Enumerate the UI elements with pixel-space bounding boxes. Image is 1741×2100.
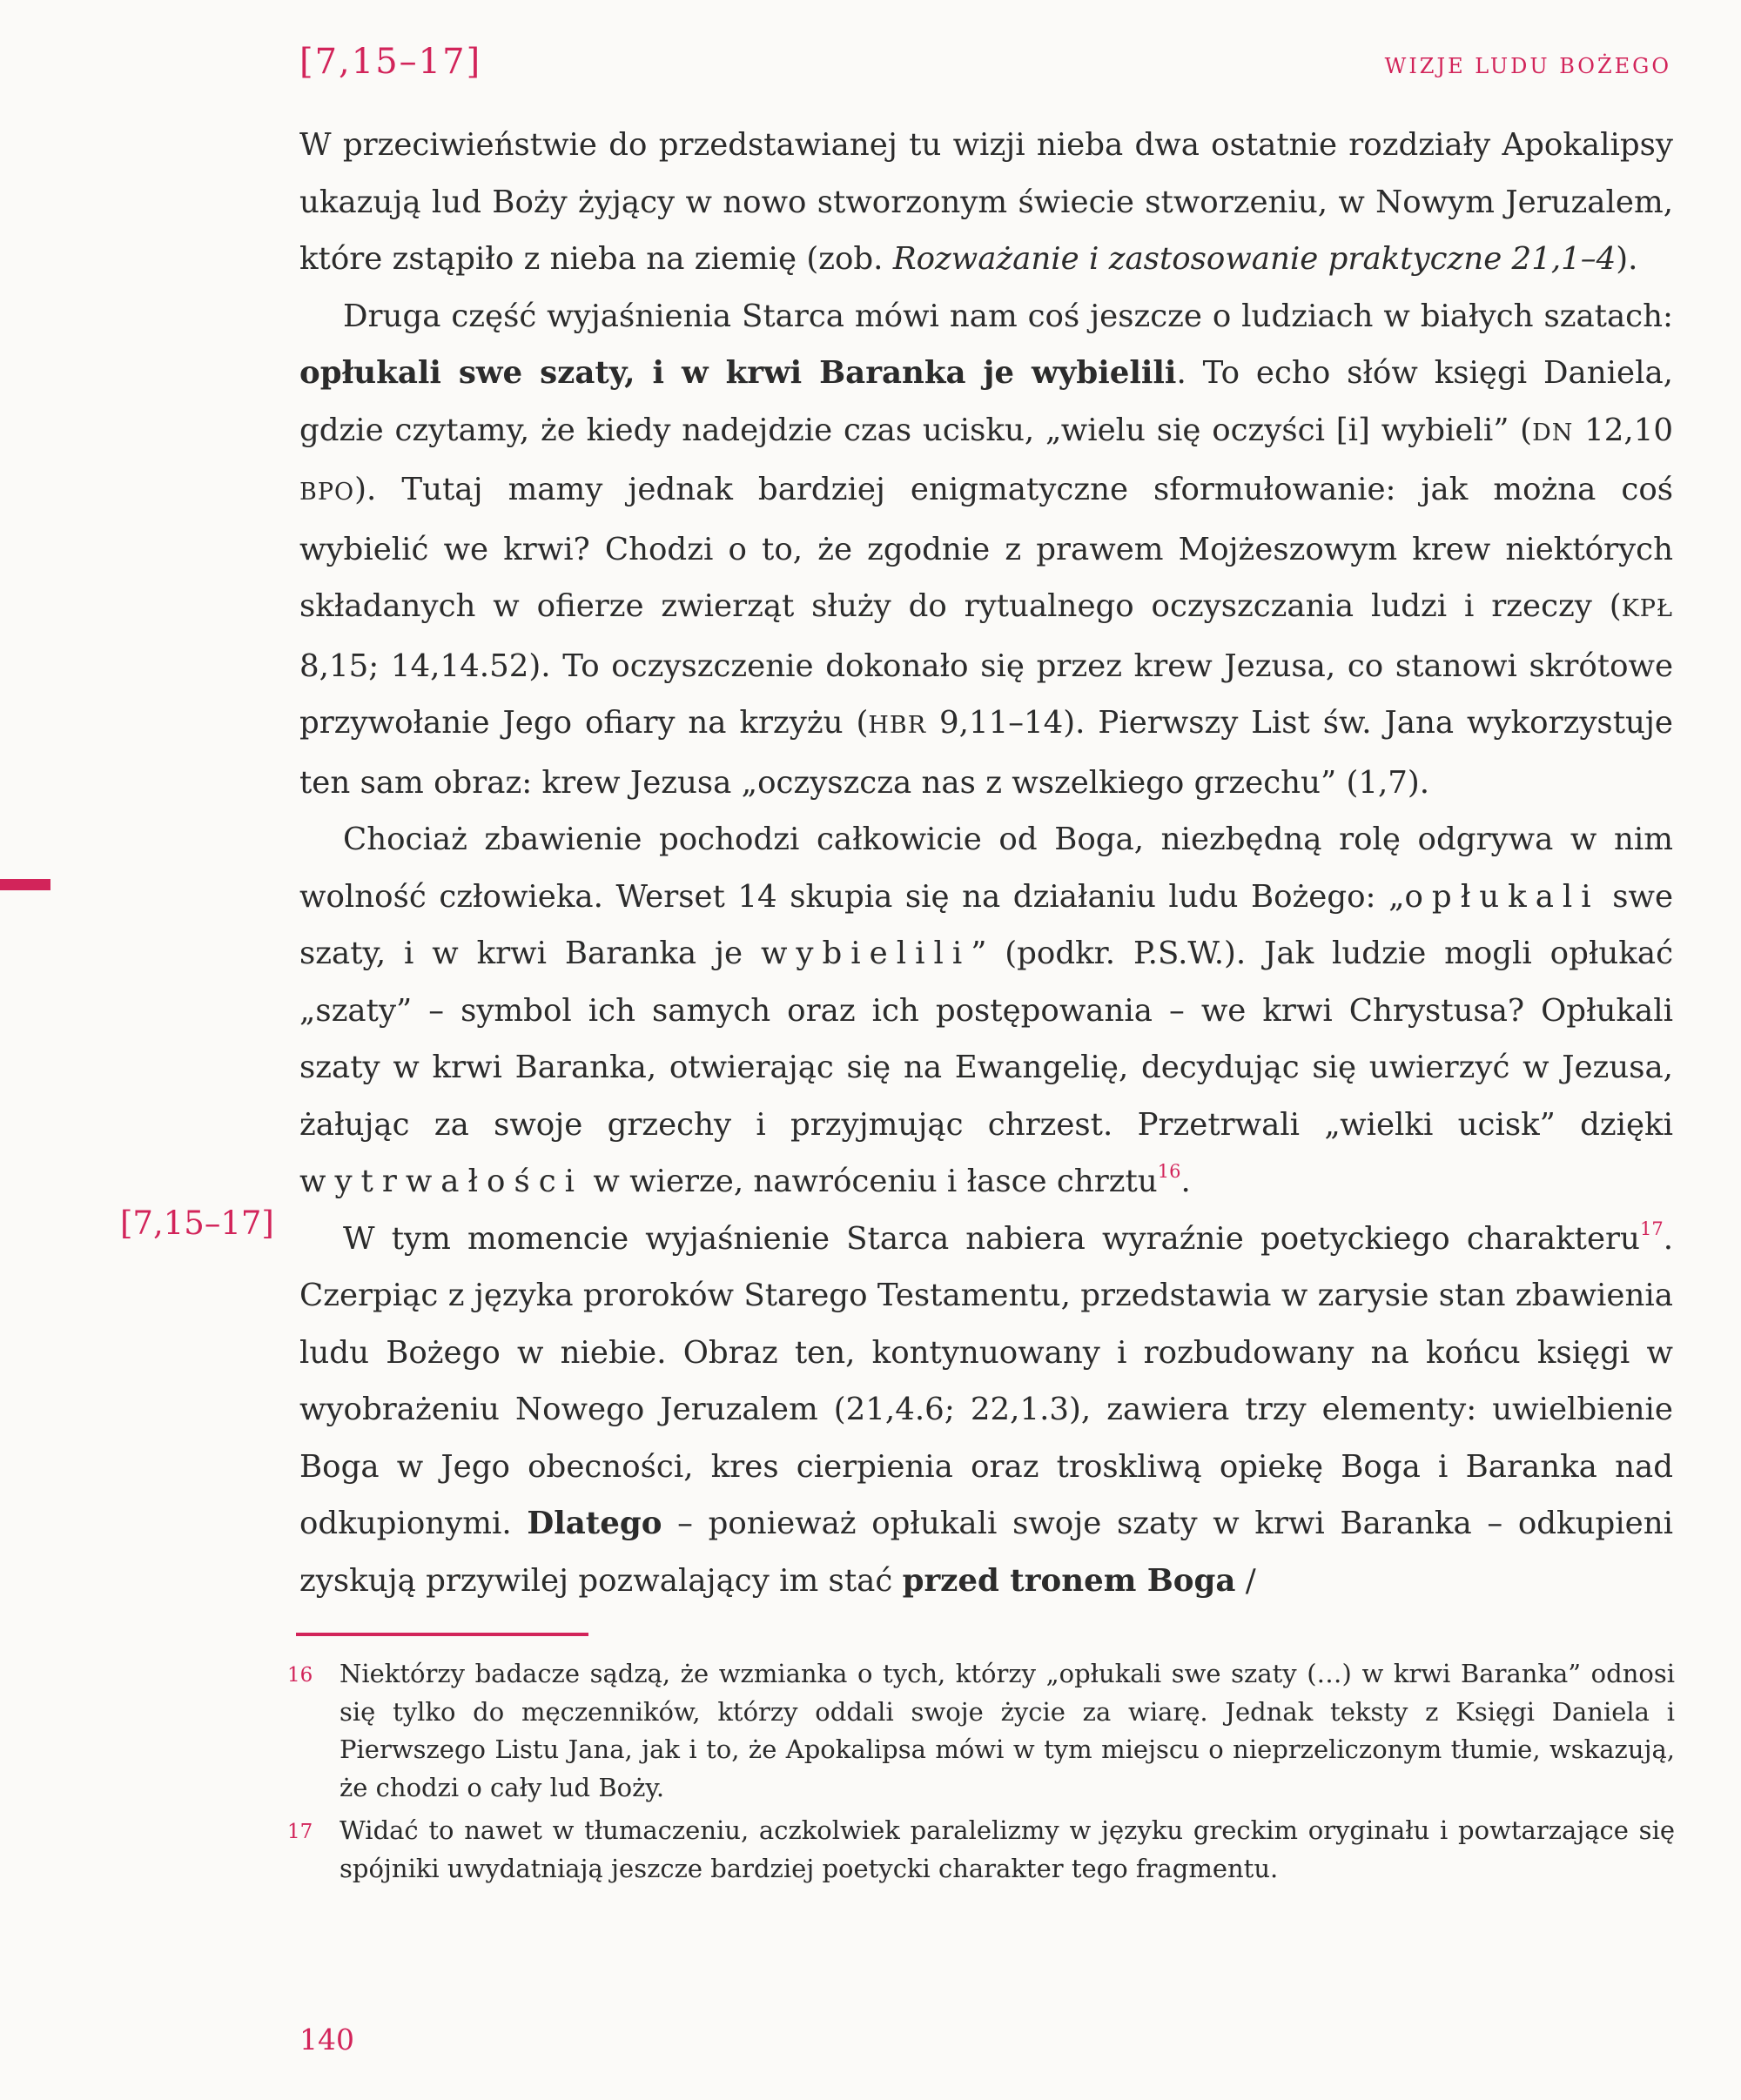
footnote-marker-16[interactable]: 16 xyxy=(1157,1161,1181,1182)
footnote-marker-17[interactable]: 17 xyxy=(1639,1218,1664,1239)
chapter-verse-reference: [7,15–17] xyxy=(299,42,482,82)
text-run: ). Tutaj mamy jednak bardziej enigmatyczne sformułowanie: jak można coś wybielić we krwi? Chodzi o to, że zgodnie z prawem Mojżeszowym krew niektórych składanych w ofierze zwierząt służy do rytualnego oczyszczania ludzi i rzeczy ( xyxy=(299,472,1673,624)
spaced-emphasis: wybielili xyxy=(760,936,971,971)
book-abbreviation: HBR xyxy=(868,712,927,739)
book-abbreviation: KPŁ xyxy=(1621,595,1673,622)
paragraph-3 xyxy=(299,811,1673,1211)
footnote-16 xyxy=(287,1655,1675,1807)
spaced-emphasis: wytrwałości xyxy=(299,1164,584,1199)
bold-quote: Dlatego xyxy=(527,1506,662,1541)
spaced-emphasis: opłukali xyxy=(1404,878,1600,915)
book-abbreviation: DN xyxy=(1532,419,1574,446)
text-run: / xyxy=(1235,1562,1256,1599)
bold-quote: opłukali swe szaty, i w krwi Baranka je wybielili xyxy=(299,355,1177,391)
margin-verse-reference: [7,15–17] xyxy=(120,1204,274,1242)
bold-quote: przed tronem Boga xyxy=(902,1562,1236,1599)
text-run: . xyxy=(1180,1164,1191,1199)
footnote-separator xyxy=(296,1633,588,1636)
page-number: 140 xyxy=(299,2023,354,2056)
text-run: ” (podkr. P.S.W.). Jak ludzie mogli opłukać „szaty” – symbol ich samych oraz ich postępowania – we krwi Chrystusa? Opłukali szaty w krwi Baranka, otwierając się na Ewangelię, decydując się uwierzyć w Jezusa, żałując za swoje grzechy i przyjmując chrzest. Przetrwali „wielki ucisk” dzięki xyxy=(299,936,1673,1143)
paragraph-4 xyxy=(299,1211,1673,1610)
paragraph-2 xyxy=(299,288,1673,812)
text-run: . Czerpiąc z języka proroków Starego Testamentu, przedstawia w zarysie stan zbawienia ludu Bożego w niebie. Obraz ten, kontynuowany i rozbudowany na końcu księgi w wyobrażeniu Nowego Jeruzalem (21,4.6; 22,1.3), zawiera trzy elementy: uwielbienie Boga w Jego obecności, kres cierpienia oraz troskliwą opiekę Boga i Baranka nad odkupionymi. xyxy=(299,1220,1673,1541)
text-run: 8,15; 14,14.52). To oczyszczenie dokonało się przez krew Jezusa, co stanowi skrótowe przywołanie Jego ofiary na krzyżu ( xyxy=(299,647,1673,741)
footnote-text: Niektórzy badacze sądzą, że wzmianka o tych, którzy „opłukali swe szaty (…) w krwi Baranka” odnosi się tylko do męczenników, którzy oddali swoje życie za wiarę. Jednak teksty z Księgi Daniela i Pierwszego Listu Jana, jak i to, że Apokalipsa mówi w tym miejscu o nieprzeliczonym tłumie, wskazują, że chodzi o cały lud Boży. xyxy=(339,1659,1675,1802)
italic-reference: Rozważanie i zastosowanie praktyczne 21,1–4 xyxy=(892,241,1617,277)
book-abbreviation: BPO xyxy=(299,479,355,506)
text-run: Chociaż zbawienie pochodzi całkowicie od Boga, niezbędną rolę odgrywa w nim wolność człowieka. Werset 14 skupia się na działaniu ludu Bożego: „ xyxy=(299,822,1673,915)
running-head: WIZJE LUDU BOŻEGO xyxy=(1384,54,1671,78)
text-run: W przeciwieństwie do przedstawianej tu wizji nieba dwa ostatnie rozdziały Apokalipsy ukazują lud Boży żyjący w nowo stworzonym świecie stworzeniu, w Nowym Jeruzalem, które zstąpiło z nieba na ziemię (zob. xyxy=(299,127,1673,277)
text-run: 9,11–14). Pierwszy List św. Jana wykorzystuje ten sam obraz: krew Jezusa „oczyszcza nas z wszelkiego grzechu” (1,7). xyxy=(299,705,1673,801)
footnote-text: Widać to nawet w tłumaczeniu, aczkolwiek paralelizmy w języku greckim oryginału i powtarzające się spójniki uwydatniają jeszcze bardziej poetycki charakter tego fragmentu. xyxy=(339,1815,1675,1883)
footnotes xyxy=(287,1655,1675,1893)
text-run: w wierze, nawróceniu i łasce chrztu xyxy=(583,1164,1158,1199)
text-run: 12,10 xyxy=(1573,412,1673,448)
footnote-number: 16 xyxy=(287,1664,313,1687)
text-run: W tym momencie wyjaśnienie Starca nabiera wyraźnie poetyckiego charakteru xyxy=(343,1220,1640,1257)
text-run: swe szaty, i w krwi Baranka je xyxy=(299,878,1673,971)
text-run: ). xyxy=(1616,241,1638,277)
body-text xyxy=(299,117,1673,1609)
text-run: Druga część wyjaśnienia Starca mówi nam coś jeszcze o ludziach w białych szatach: xyxy=(343,298,1673,334)
text-run: . To echo słów księgi Daniela, gdzie czytamy, że kiedy nadejdzie czas ucisku, „wielu się oczyści [i] wybieli” ( xyxy=(299,355,1673,448)
margin-marker xyxy=(0,879,50,890)
footnote-number: 17 xyxy=(287,1821,313,1843)
paragraph-1 xyxy=(299,117,1673,288)
footnote-17 xyxy=(287,1812,1675,1888)
text-run: – ponieważ opłukali swoje szaty w krwi Baranka – odkupieni zyskują przywilej pozwalający im stać xyxy=(299,1506,1673,1599)
